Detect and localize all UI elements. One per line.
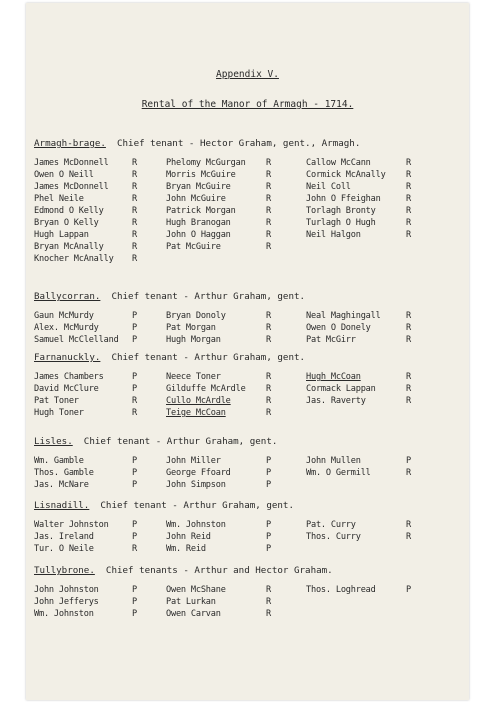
tenant-name: John O Ffeighan [306, 194, 381, 204]
tenure-code [266, 253, 306, 265]
tenant-row [34, 334, 461, 346]
tenure-code: R [132, 254, 137, 264]
tenure-code: R [266, 194, 271, 204]
tenure-code [406, 241, 426, 253]
tenure-code: R [266, 242, 271, 252]
tenure-code: P [266, 532, 271, 542]
townland-name: Armagh-brage. [34, 138, 106, 149]
rental-title: Rental of the Manor of Armagh - 1714. [141, 99, 354, 110]
tenant-name: Thos. Loghread [306, 585, 376, 595]
tenant-row [34, 217, 461, 229]
tenant-name: Phelomy McGurgan [166, 158, 246, 168]
tenant-name: Walter Johnston [34, 520, 109, 530]
tenure-code: P [266, 520, 271, 530]
tenure-code [406, 543, 426, 555]
tenant-name: Torlagh Bronty [306, 206, 376, 216]
tenure-code: R [266, 372, 271, 382]
tenure-code [406, 596, 426, 608]
tenant-row [34, 596, 461, 608]
tenant-row [34, 383, 461, 395]
tenure-code [406, 608, 426, 620]
tenure-code: R [132, 544, 137, 554]
tenure-code: P [132, 311, 137, 321]
tenant-name: Cullo McArdle [166, 396, 231, 406]
tenant-name: Teige McCoan [166, 408, 226, 418]
tenant-row [34, 584, 461, 596]
tenant-row [34, 519, 461, 531]
tenure-code: P [132, 335, 137, 345]
tenure-code: R [266, 323, 271, 333]
tenant-row [34, 169, 461, 181]
tenure-code: R [266, 311, 271, 321]
tenure-code: P [132, 323, 137, 333]
tenure-code: R [406, 182, 411, 192]
townland-section [34, 138, 461, 265]
section-heading [34, 138, 461, 149]
tenant-name: Pat. Curry [306, 520, 356, 530]
tenant-row [34, 253, 461, 265]
tenure-code: R [406, 218, 411, 228]
tenant-name: Hugh Lappan [34, 230, 89, 240]
tenant-name: Bryan O Kelly [34, 218, 99, 228]
tenure-code: R [266, 408, 271, 418]
tenant-name: David McClure [34, 384, 99, 394]
tenure-code [406, 407, 426, 419]
tenant-name: John Simpson [166, 480, 226, 490]
tenant-name: Pat Morgan [166, 323, 216, 333]
tenant-name [306, 407, 406, 419]
tenant-name: John Johnston [34, 585, 99, 595]
tenure-code: R [266, 335, 271, 345]
tenure-code: P [132, 468, 137, 478]
tenant-row [34, 608, 461, 620]
tenant-name: Hugh Morgan [166, 335, 221, 345]
tenant-name [306, 608, 406, 620]
tenant-name: Owen O Donely [306, 323, 371, 333]
tenure-code: R [406, 158, 411, 168]
tenure-code: P [132, 597, 137, 607]
tenant-name: Callow McCann [306, 158, 371, 168]
tenure-code: P [406, 585, 411, 595]
tenure-code: R [266, 230, 271, 240]
tenant-row [34, 543, 461, 555]
tenure-code: R [406, 335, 411, 345]
tenure-code: R [132, 396, 137, 406]
tenure-code: R [266, 384, 271, 394]
chief-tenant: Chief tenant - Arthur Graham, gent. [72, 436, 278, 447]
tenant-name: Neil Coll [306, 182, 351, 192]
tenure-code: R [406, 311, 411, 321]
tenant-name: Neece Toner [166, 372, 221, 382]
section-heading [34, 500, 461, 511]
tenure-code: P [266, 480, 271, 490]
tenant-name: Wm. Reid [166, 544, 206, 554]
tenure-code: P [132, 520, 137, 530]
tenant-name: Jas. Raverty [306, 396, 366, 406]
tenure-code [406, 253, 426, 265]
tenure-code: R [406, 323, 411, 333]
tenure-code: P [132, 480, 137, 490]
tenant-name: James McDonnell [34, 158, 109, 168]
tenant-name: Owen O Neill [34, 170, 94, 180]
tenant-row [34, 229, 461, 241]
tenant-name: Owen McShane [166, 585, 226, 595]
tenure-code: R [266, 158, 271, 168]
tenant-name: Neil Halgon [306, 230, 361, 240]
tenant-name: Hugh Branogan [166, 218, 231, 228]
tenure-code: R [406, 170, 411, 180]
chief-tenant: Chief tenant - Arthur Graham, gent. [100, 291, 306, 302]
tenure-code: R [266, 182, 271, 192]
tenant-name [306, 253, 406, 265]
tenant-name: Bryan McGuire [166, 182, 231, 192]
tenant-name [306, 543, 406, 555]
tenant-name: James McDonnell [34, 182, 109, 192]
tenure-code: R [406, 384, 411, 394]
townland-section [34, 291, 461, 346]
tenure-code: R [132, 408, 137, 418]
tenure-code: R [132, 218, 137, 228]
appendix-title: Appendix V. [216, 69, 279, 80]
tenure-code: R [132, 206, 137, 216]
tenant-name: Morris McGuire [166, 170, 236, 180]
tenant-name: Pat McGuire [166, 242, 221, 252]
tenure-code: R [132, 242, 137, 252]
tenant-name: John Miller [166, 456, 221, 466]
tenant-name: Bryan Donoly [166, 311, 226, 321]
tenant-row [34, 157, 461, 169]
tenant-name: Hugh Toner [34, 408, 84, 418]
tenant-name: Gilduffe McArdle [166, 384, 246, 394]
tenant-name: Bryan McAnally [34, 242, 104, 252]
tenant-name: Tur. O Neile [34, 544, 94, 554]
tenant-row [34, 193, 461, 205]
tenure-code: R [406, 532, 411, 542]
townland-name: Lisles. [34, 436, 73, 447]
tenure-code: R [406, 194, 411, 204]
tenure-code [406, 479, 426, 491]
tenant-name: John O Haggan [166, 230, 231, 240]
tenant-name: Knocher McAnally [34, 254, 114, 264]
tenure-code: P [132, 372, 137, 382]
chief-tenant: Chief tenant - Hector Graham, gent., Armagh. [105, 138, 361, 149]
tenant-name [306, 596, 406, 608]
tenure-code: R [406, 468, 411, 478]
tenant-row [34, 371, 461, 383]
tenure-code: R [406, 206, 411, 216]
tenure-code: R [266, 396, 271, 406]
tenant-name: Alex. McMurdy [34, 323, 99, 333]
tenure-code: P [132, 532, 137, 542]
tenant-row [34, 322, 461, 334]
tenant-name: James Chambers [34, 372, 104, 382]
tenure-code: R [266, 585, 271, 595]
townland-section [34, 500, 461, 555]
tenure-code: R [406, 520, 411, 530]
tenant-name: Edmond O Kelly [34, 206, 104, 216]
tenant-row [34, 205, 461, 217]
townland-section [34, 565, 461, 620]
tenure-code: R [132, 230, 137, 240]
tenant-name: Jas. McNare [34, 480, 89, 490]
tenant-name: Gaun McMurdy [34, 311, 94, 321]
tenure-code: P [266, 468, 271, 478]
section-heading [34, 565, 461, 576]
townland-name: Tullybrone. [34, 565, 95, 576]
tenure-code: R [266, 218, 271, 228]
townland-name: Lisnadill. [34, 500, 90, 511]
tenure-code: P [132, 384, 137, 394]
tenant-name: Neal Maghingall [306, 311, 381, 321]
tenant-name [306, 479, 406, 491]
tenant-name: Pat Lurkan [166, 597, 216, 607]
chief-tenant: Chief tenant - Arthur Graham, gent. [89, 500, 294, 511]
tenant-name: Wm. Gamble [34, 456, 84, 466]
tenant-name: Phel Neile [34, 194, 84, 204]
tenant-name: Samuel McClelland [34, 335, 119, 345]
tenure-code: R [132, 182, 137, 192]
tenure-code: R [132, 194, 137, 204]
tenant-name: Pat Toner [34, 396, 79, 406]
tenant-name: Hugh McCoan [306, 372, 361, 382]
tenant-row [34, 241, 461, 253]
tenure-code: R [132, 170, 137, 180]
chief-tenant: Chief tenants - Arthur and Hector Graham. [94, 565, 333, 576]
tenant-name: Jas. Ireland [34, 532, 94, 542]
tenant-row [34, 181, 461, 193]
townland-name: Farnanuckly. [34, 352, 101, 363]
tenant-name: Cormack Lappan [306, 384, 376, 394]
document-page [26, 3, 469, 700]
tenure-code: R [266, 609, 271, 619]
townland-section [34, 352, 461, 419]
tenant-row [34, 479, 461, 491]
tenure-code: R [266, 206, 271, 216]
tenant-name: Pat McGirr [306, 335, 356, 345]
townland-section [34, 436, 461, 491]
tenant-name: John Mullen [306, 456, 361, 466]
tenure-code: P [132, 456, 137, 466]
tenure-code: R [266, 170, 271, 180]
tenant-name: Turlagh O Hugh [306, 218, 376, 228]
tenant-name: John McGuire [166, 194, 226, 204]
tenure-code: P [132, 585, 137, 595]
tenant-name: John Reid [166, 532, 211, 542]
tenure-code: P [266, 544, 271, 554]
tenant-name: Wm. Johnston [166, 520, 226, 530]
tenure-code: P [132, 609, 137, 619]
tenant-name: Owen Carvan [166, 609, 221, 619]
tenant-row [34, 531, 461, 543]
tenure-code: R [406, 396, 411, 406]
tenant-name: John Jefferys [34, 597, 99, 607]
tenant-name: Thos. Curry [306, 532, 361, 542]
townland-name: Ballycorran. [34, 291, 101, 302]
tenant-name: Thos. Gamble [34, 468, 94, 478]
tenant-name: Patrick Morgan [166, 206, 236, 216]
tenant-name [166, 253, 266, 265]
tenure-code: P [266, 456, 271, 466]
tenant-row [34, 467, 461, 479]
tenant-name: George Ffoard [166, 468, 231, 478]
tenure-code: P [406, 456, 411, 466]
tenant-row [34, 407, 461, 419]
tenant-row [34, 395, 461, 407]
chief-tenant: Chief tenant - Arthur Graham, gent. [100, 352, 306, 363]
tenure-code: R [406, 230, 411, 240]
tenant-name: Cormick McAnally [306, 170, 386, 180]
section-heading [34, 352, 461, 363]
section-heading [34, 436, 461, 447]
tenant-row [34, 310, 461, 322]
tenant-name [306, 241, 406, 253]
tenure-code: R [132, 158, 137, 168]
tenant-name: Wm. O Germill [306, 468, 371, 478]
tenant-name: Wm. Johnston [34, 609, 94, 619]
section-heading [34, 291, 461, 302]
tenant-row [34, 455, 461, 467]
tenure-code: R [406, 372, 411, 382]
tenure-code: R [266, 597, 271, 607]
